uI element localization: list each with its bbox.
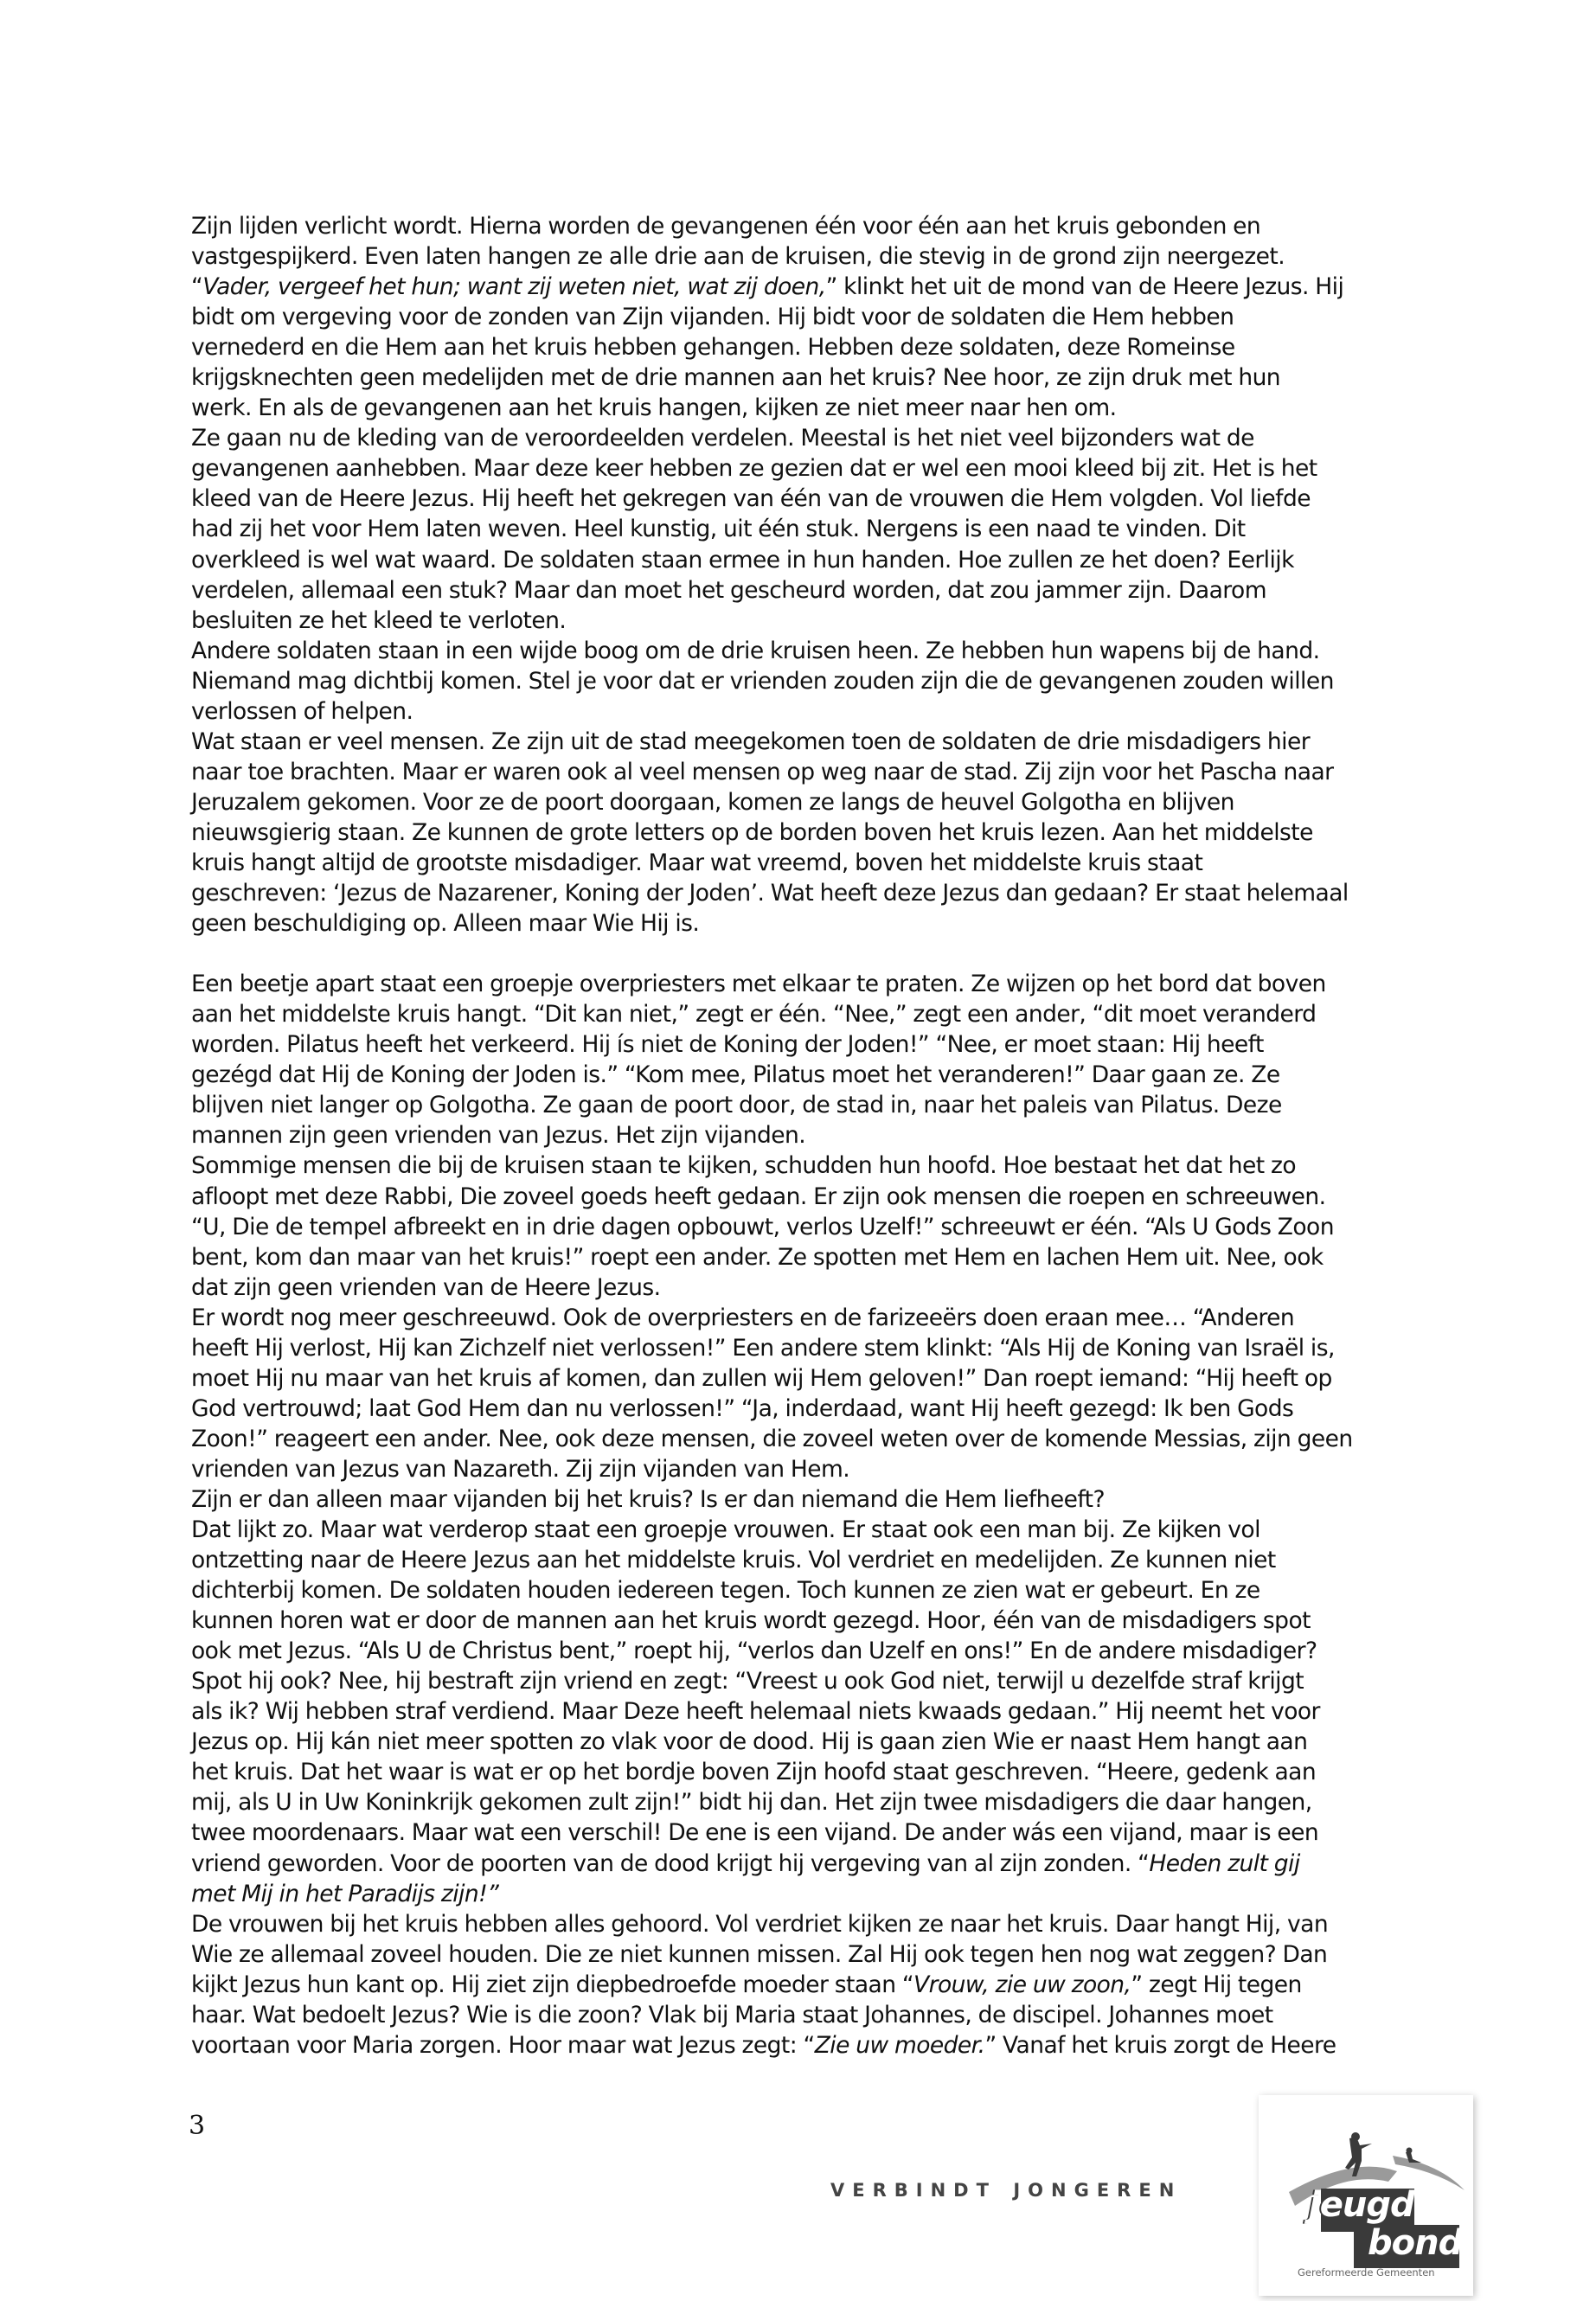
text-line [191, 908, 1420, 939]
text-line [191, 1303, 1420, 1333]
text-run: kleed van de Heere Jezus. Hij heeft het gekregen van één van de vrouwen die Hem volgden. Vol liefde [191, 485, 1311, 513]
text-run: haar. Wat bedoelt Jezus? Wie is die zoon? Vlak bij Maria staat Johannes, de discipel. Johannes moet [191, 2001, 1273, 2029]
text-line [191, 1909, 1420, 1939]
text-run: verlossen of helpen. [191, 697, 413, 725]
text-line [191, 1090, 1420, 1120]
italic-quote: Vader, vergeef het hun; want zij weten niet, wat zij doen, [202, 273, 826, 301]
text-run: Dat lijkt zo. Maar wat verderop staat een groepje vrouwen. Er staat ook een man bij. Ze kijken vol [191, 1516, 1260, 1544]
text-run: bidt om vergeving voor de zonden van Zijn vijanden. Hij bidt voor de soldaten die Hem hebben [191, 304, 1234, 331]
text-run: als ik? Wij hebben straf verdiend. Maar Deze heeft helemaal niets kwaads gedaan.” Hij neemt het voor [191, 1698, 1320, 1726]
text-line [191, 1636, 1420, 1666]
text-run: had zij het voor Hem laten weven. Heel kunstig, uit één stuk. Nergens is een naad te vinden. Dit [191, 516, 1246, 543]
text-line [191, 211, 1420, 241]
text-line [191, 2030, 1420, 2061]
document-body [191, 211, 1420, 2061]
text-line [191, 1787, 1420, 1817]
text-run: werk. En als de gevangenen aan het kruis hangen, kijken ze niet meer naar hen om. [191, 394, 1117, 422]
text-line [191, 1120, 1420, 1150]
text-line [191, 757, 1420, 787]
text-line [191, 484, 1420, 514]
text-line [191, 1212, 1420, 1242]
text-run: ” klinkt het uit de mond van de Heere Jezus. Hij [825, 273, 1344, 301]
text-run: gevangenen aanhebben. Maar deze keer hebben ze gezien dat er wel een mooi kleed bij zit. Het is het [191, 455, 1317, 483]
text-run: Niemand mag dichtbij komen. Stel je voor dat er vrienden zouden zijn die de gevangenen zouden willen [191, 667, 1334, 695]
text-line [191, 272, 1420, 302]
text-run: vastgespijkerd. Even laten hangen ze alle drie aan de kruisen, die stevig in de grond zijn neergezet. [191, 243, 1285, 271]
text-run: “U, Die de tempel afbreekt en in drie dagen opbouwt, verlos Uzelf!” schreeuwt er één. “Als U Gods Zoon [191, 1213, 1334, 1240]
text-line [191, 1879, 1420, 1909]
text-run: gezégd dat Hij de Koning der Joden is.” “Kom mee, Pilatus moet het veranderen!” Daar gaan ze. Ze [191, 1061, 1280, 1089]
text-run: kruis hangt altijd de grootste misdadiger. Maar wat vreemd, boven het middelste kruis staat [191, 849, 1203, 876]
text-line [191, 1333, 1420, 1363]
text-line [191, 1696, 1420, 1727]
italic-quote: Zie uw moeder. [814, 2031, 985, 2059]
text-line [191, 1515, 1420, 1545]
text-line [191, 1484, 1420, 1515]
text-run: ” zegt Hij tegen [1131, 1971, 1302, 1998]
text-run: dichterbij komen. De soldaten houden iedereen tegen. Toch kunnen ze zien wat er gebeurt. En ze [191, 1577, 1260, 1605]
text-line [191, 302, 1420, 332]
text-line [191, 1970, 1420, 2000]
text-run: God vertrouwd; laat God Hem dan nu verlossen!” “Ja, inderdaad, want Hij heeft gezegd: Ik ben Gods [191, 1394, 1294, 1422]
text-line [191, 545, 1420, 575]
jeugdbond-logo [1259, 2095, 1473, 2296]
text-run: moet Hij nu maar van het kruis af komen, dan zullen wij Hem geloven!” Dan roept iemand: “Hij heeft op [191, 1364, 1332, 1392]
page-number: 3 [189, 2111, 206, 2141]
text-run: Sommige mensen die bij de kruisen staan te kijken, schudden hun hoofd. Hoe bestaat het dat het zo [191, 1152, 1297, 1180]
text-run: vriend geworden. Voor de poorten van de dood krijgt hij vergeving van al zijn zonden. “ [191, 1849, 1150, 1877]
text-run: kunnen horen wat er door de mannen aan het kruis wordt gezegd. Hoor, één van de misdadigers spot [191, 1607, 1311, 1635]
text-line [191, 1029, 1420, 1060]
text-line [191, 666, 1420, 696]
text-line [191, 1394, 1420, 1424]
text-run: besluiten ze het kleed te verloten. [191, 606, 567, 634]
text-run: Zijn er dan alleen maar vijanden bij het kruis? Is er dan niemand die Hem liefheeft? [191, 1485, 1106, 1513]
text-run: “ [191, 273, 203, 301]
text-line [191, 1757, 1420, 1787]
text-run: mannen zijn geen vrienden van Jezus. Het zijn vijanden. [191, 1122, 806, 1150]
footer-tagline: verbindt jongeren [830, 2173, 1183, 2203]
text-line [191, 1666, 1420, 1696]
text-line [191, 575, 1420, 606]
text-run: Zoon!” reageert een ander. Nee, ook deze mensen, die zoveel weten over de komende Messias, zijn geen [191, 1425, 1353, 1452]
text-run: Een beetje apart staat een groepje overpriesters met elkaar te praten. Ze wijzen op het bord dat boven [191, 971, 1326, 998]
text-line [191, 1424, 1420, 1454]
text-run: Jeruzalem gekomen. Voor ze de poort doorgaan, komen ze langs de heuvel Golgotha en blijven [191, 788, 1234, 816]
text-line [191, 999, 1420, 1029]
text-line [191, 1242, 1420, 1272]
text-run: worden. Pilatus heeft het verkeerd. Hij ís niet de Koning der Joden!” “Nee, er moet staan: Hij heeft [191, 1031, 1264, 1059]
text-line [191, 514, 1420, 544]
text-line [191, 1575, 1420, 1606]
text-line [191, 1849, 1420, 1879]
text-line [191, 606, 1420, 636]
text-line [191, 1363, 1420, 1394]
text-line [191, 1454, 1420, 1484]
text-line [191, 1060, 1420, 1090]
text-run: Er wordt nog meer geschreeuwd. Ook de overpriesters en de farizeeërs doen eraan mee… “Anderen [191, 1304, 1295, 1331]
text-run: dat zijn geen vrienden van de Heere Jezus. [191, 1273, 661, 1301]
logo-word-jeugd: jeugd [1309, 2185, 1414, 2225]
text-line [191, 727, 1420, 757]
text-run: verdelen, allemaal een stuk? Maar dan moet het gescheurd worden, dat zou jammer zijn. Daarom [191, 576, 1266, 604]
text-run: nieuwsgierig staan. Ze kunnen de grote letters op de borden boven het kruis lezen. Aan het middelste [191, 818, 1313, 846]
text-line [191, 1939, 1420, 1970]
text-line [191, 696, 1420, 727]
italic-quote: Heden zult gij [1149, 1849, 1300, 1877]
text-run: Spot hij ook? Nee, hij bestraft zijn vriend en zegt: “Vreest u ook God niet, terwijl u dezelfde straf krijgt [191, 1668, 1304, 1695]
text-line [191, 393, 1420, 423]
text-run: ontzetting naar de Heere Jezus aan het middelste kruis. Vol verdriet en medelijden. Ze kunnen niet [191, 1547, 1276, 1574]
text-run: twee moordenaars. Maar wat een verschil! De ene is een vijand. De ander wás een vijand, maar is een [191, 1819, 1319, 1847]
text-run: krijgsknechten geen medelijden met de drie mannen aan het kruis? Nee hoor, ze zijn druk met hun [191, 364, 1281, 392]
text-line [191, 848, 1420, 878]
text-run: ook met Jezus. “Als U de Christus bent,” roept hij, “verlos dan Uzelf en ons!” En de andere misdadiger? [191, 1638, 1317, 1665]
text-line [191, 1817, 1420, 1848]
text-run: vrienden van Jezus van Nazareth. Zij zijn vijanden van Hem. [191, 1455, 850, 1483]
text-run: geschreven: ‘Jezus de Nazarener, Koning der Joden’. Wat heeft deze Jezus dan gedaan? Er staat helemaal [191, 880, 1349, 907]
text-line [191, 1182, 1420, 1212]
text-line [191, 1727, 1420, 1757]
text-run: het kruis. Dat het waar is wat er op het bordje boven Zijn hoofd staat geschreven. “Heere, gedenk aan [191, 1759, 1317, 1786]
italic-quote: met Mij in het Paradijs zijn!” [191, 1880, 499, 1907]
text-line [191, 787, 1420, 817]
text-line [191, 1150, 1420, 1181]
text-line [191, 2000, 1420, 2030]
text-run: Andere soldaten staan in een wijde boog om de drie kruisen heen. Ze hebben hun wapens bij de hand. [191, 637, 1320, 664]
italic-quote: Vrouw, zie uw zoon, [913, 1971, 1131, 1998]
text-run: Wat staan er veel mensen. Ze zijn uit de stad meegekomen toen de soldaten de drie misdadigers hier [191, 727, 1311, 755]
text-run: overkleed is wel wat waard. De soldaten staan ermee in hun handen. Hoe zullen ze het doen? Eerlijk [191, 546, 1294, 574]
text-run: vernederd en die Hem aan het kruis hebben gehangen. Hebben deze soldaten, deze Romeinse [191, 334, 1235, 362]
logo-word-bond: bond [1368, 2223, 1463, 2263]
text-run: Jezus op. Hij kán niet meer spotten zo vlak voor de dood. Hij is gaan zien Wie er naast Hem hangt aan [191, 1728, 1308, 1756]
text-run: voortaan voor Maria zorgen. Hoor maar wat Jezus zegt: “ [191, 2031, 815, 2059]
text-run: kijkt Jezus hun kant op. Hij ziet zijn diepbedroefde moeder staan “ [191, 1971, 914, 1998]
text-run: heeft Hij verlost, Hij kan Zichzelf niet verlossen!” Een andere stem klinkt: “Als Hij de Koning van Israël is, [191, 1334, 1335, 1362]
text-run: De vrouwen bij het kruis hebben alles gehoord. Vol verdriet kijken ze naar het kruis. Daar hangt Hij, van [191, 1910, 1329, 1938]
text-run: mij, als U in Uw Koninkrijk gekomen zult zijn!” bidt hij dan. Het zijn twee misdadigers die daar hangen, [191, 1789, 1312, 1817]
text-run: bent, kom dan maar van het kruis!” roept een ander. Ze spotten met Hem en lachen Hem uit. Nee, ook [191, 1243, 1324, 1271]
text-run: geen beschuldiging op. Alleen maar Wie Hij is. [191, 910, 700, 938]
text-line [191, 1545, 1420, 1575]
text-line [191, 878, 1420, 908]
text-line [191, 1606, 1420, 1636]
text-run: ” Vanaf het kruis zorgt de Heere [984, 2031, 1336, 2059]
text-line [191, 241, 1420, 272]
text-line [191, 423, 1420, 453]
text-line [191, 332, 1420, 362]
text-run: Wie ze allemaal zoveel houden. Die ze niet kunnen missen. Zal Hij ook tegen hen nog wat zeggen? Dan [191, 1940, 1328, 1968]
text-line [191, 969, 1420, 999]
text-run: afloopt met deze Rabbi, Die zoveel goeds heeft gedaan. Er zijn ook mensen die roepen en schreeuwen. [191, 1183, 1326, 1210]
text-line [191, 362, 1420, 393]
text-run: aan het middelste kruis hangt. “Dit kan niet,” zegt er één. “Nee,” zegt een ander, “dit moet veranderd [191, 1001, 1317, 1029]
logo-subtitle: Gereformeerde Gemeenten [1298, 2266, 1435, 2279]
text-line [191, 453, 1420, 484]
text-run: blijven niet langer op Golgotha. Ze gaan de poort door, de stad in, naar het paleis van Pilatus. Deze [191, 1092, 1282, 1119]
text-run: naar toe brachten. Maar er waren ook al veel mensen op weg naar de stad. Zij zijn voor het Pascha naar [191, 758, 1334, 785]
text-line [191, 1272, 1420, 1303]
text-run: Zijn lijden verlicht wordt. Hierna worden de gevangenen één voor één aan het kruis gebonden en [191, 213, 1261, 240]
text-line [191, 817, 1420, 848]
blank-line [191, 939, 1420, 969]
text-run: Ze gaan nu de kleding van de veroordeelden verdelen. Meestal is het niet veel bijzonders wat de [191, 425, 1254, 452]
text-line [191, 636, 1420, 666]
